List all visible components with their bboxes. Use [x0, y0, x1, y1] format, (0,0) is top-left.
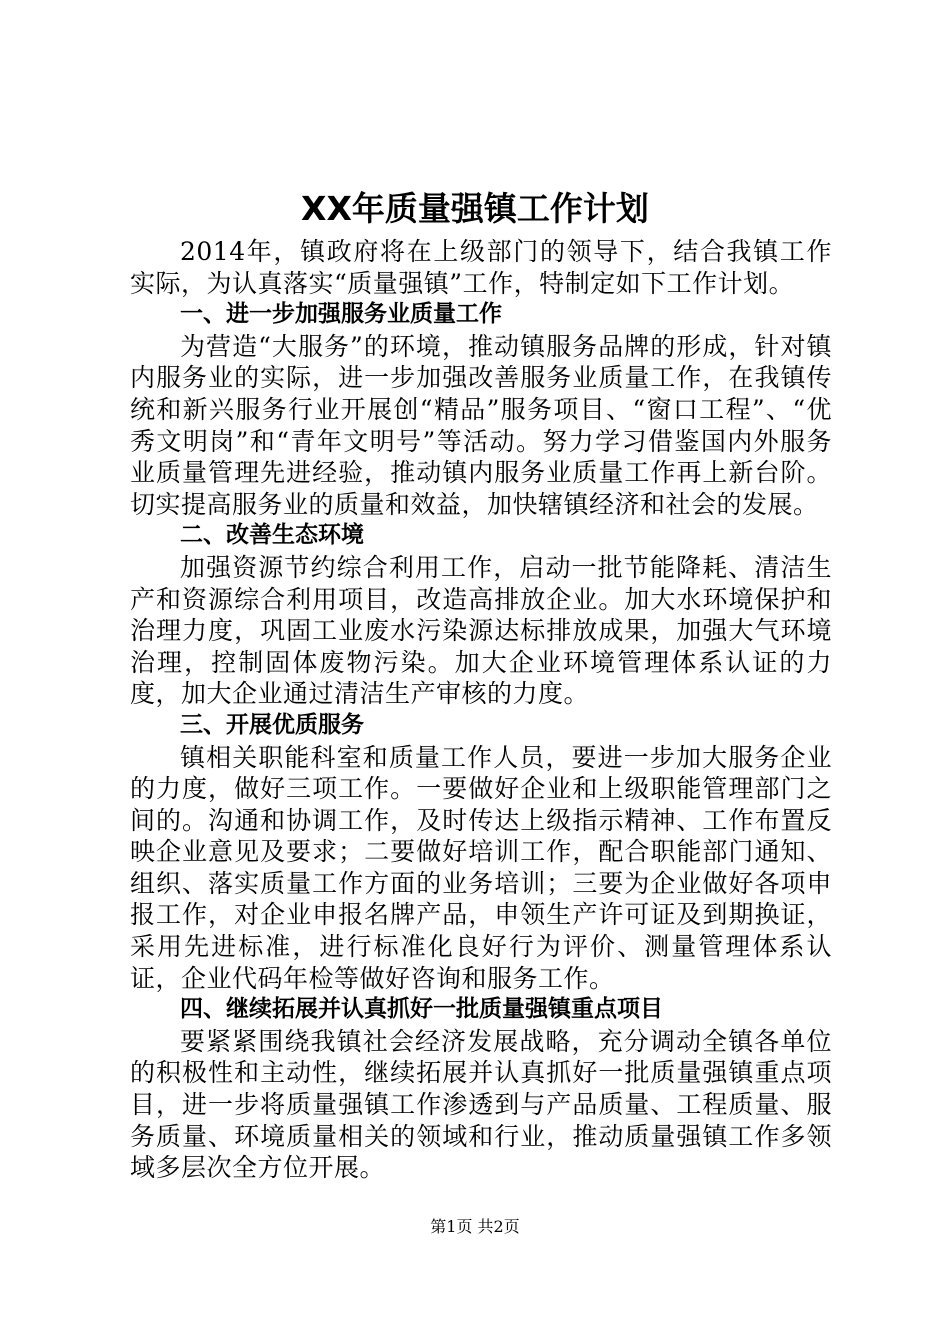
intro-paragraph: 2014年，镇政府将在上级部门的领导下，结合我镇工作实际，为认真落实“质量强镇”工作，特制定如下工作计划。: [130, 237, 832, 298]
page-number-footer: 第1页 共2页: [430, 1217, 520, 1236]
document-title: XX年质量强镇工作计划: [301, 189, 649, 228]
section-body-3: 镇相关职能科室和质量工作人员，要进一步加大服务企业的力度，做好三项工作。一要做好企业和上级职能管理部门之间的。沟通和协调工作，及时传达上级指示精神、工作布置反映企业意见及要求；二要做好培训工作，配合职能部门通知、组织、落实质量工作方面的业务培训；三要为企业做好各项申报工作，对企业申报名牌产品，申领生产许可证及到期换证，采用先进标准，进行标准化良好行为评价、测量管理体系认证，企业代码年检等做好咨询和服务工作。: [130, 742, 832, 993]
section-heading-4: 四、继续拓展并认真抓好一批质量强镇重点项目: [180, 996, 663, 1023]
section-heading-1: 一、进一步加强服务业质量工作: [180, 301, 502, 328]
document-body: [130, 236, 832, 1184]
section-body-4: 要紧紧围绕我镇社会经济发展战略，充分调动全镇各单位的积极性和主动性，继续拓展并认真抓好一批质量强镇重点项目，进一步将质量强镇工作渗透到与产品质量、工程质量、服务质量、环境质量相关的领域和行业，推动质量强镇工作多领域多层次全方位开展。: [130, 1026, 832, 1183]
section-body-1: 为营造“大服务”的环境，推动镇服务品牌的形成，针对镇内服务业的实际，进一步加强改善服务业质量工作，在我镇传统和新兴服务行业开展创“精品”服务项目、“窗口工程”、“优秀文明岗”和“青年文明号”等活动。努力学习借鉴国内外服务业质量管理先进经验，推动镇内服务业质量工作再上新台阶。切实提高服务业的质量和效益，加快辖镇经济和社会的发展。: [130, 331, 832, 519]
section-heading-2: 二、改善生态环境: [180, 522, 364, 549]
section-body-2: 加强资源节约综合利用工作，启动一批节能降耗、清洁生产和资源综合利用项目，改造高排放企业。加大水环境保护和治理力度，巩固工业废水污染源达标排放成果，加强大气环境治理，控制固体废物污染。加大企业环境管理体系认证的力度，加大企业通过清洁生产审核的力度。: [130, 552, 832, 709]
section-heading-3: 三、开展优质服务: [180, 711, 364, 738]
